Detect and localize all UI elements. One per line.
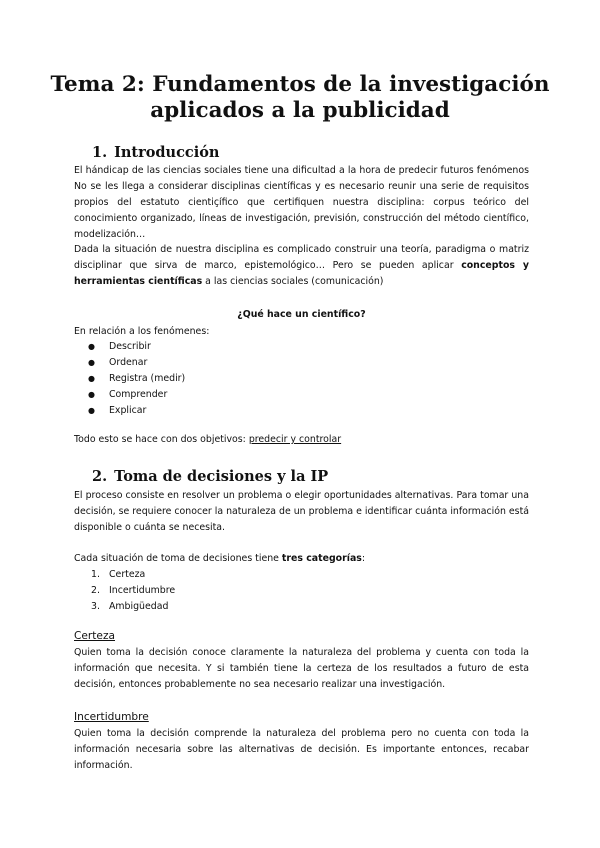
list-item [74, 355, 185, 371]
question-heading: ¿Qué hace un científico? [237, 309, 366, 320]
list-item [74, 583, 175, 599]
section-heading-text: Toma de decisiones y la IP [114, 468, 329, 485]
list-item-text: Certeza [109, 569, 146, 580]
list-item [74, 339, 185, 355]
certeza-paragraph: Quien toma la decisión conoce claramente la naturaleza del problema y cuenta con toda la información que necesita. Y si también tiene la certeza de los resultados a futuro de esta decisión, entonces probablemente no sea necesario realizar una investigación. [74, 647, 529, 691]
intro-paragraph-2-end: a las ciencias sociales (comunicación) [202, 276, 384, 288]
list-item-text: Registra (medir) [109, 373, 186, 385]
title-line-2: aplicados a la publicidad [150, 98, 450, 123]
decision-paragraph: El proceso consiste en resolver un problema o elegir oportunidades alternativas. Para tomar una decisión, se requiere conocer la naturaleza de un problema e identificar cuánta información está disponible o cuánta se necesita. [74, 490, 529, 534]
categories-colon: : [361, 553, 366, 564]
list-intro: En relación a los fenómenes: [74, 326, 210, 337]
categories-bold: tres categorías [281, 553, 362, 564]
certeza-heading: Certeza [74, 630, 115, 642]
list-item-text: Incertidumbre [109, 585, 176, 597]
incertidumbre-heading: Incertidumbre [74, 711, 149, 723]
categories-list [74, 567, 175, 615]
document-title [40, 72, 560, 124]
bullet-icon: ● [88, 374, 95, 384]
intro-paragraph-2-bold: conceptos y herramientas científicas [74, 260, 529, 288]
list-item-text: Explicar [109, 405, 147, 417]
phenomena-list [74, 339, 185, 419]
list-item-text: Comprender [109, 389, 168, 401]
list-item-text: Ordenar [109, 357, 148, 369]
list-item [74, 387, 185, 403]
bullet-icon: ● [88, 406, 95, 416]
intro-paragraph-2 [74, 242, 529, 290]
objectives-line [74, 432, 341, 448]
section-heading-introduccion [92, 144, 219, 161]
list-item [74, 403, 185, 419]
list-item [74, 371, 185, 387]
section-number: 1. [92, 144, 108, 161]
list-number: 3. [91, 601, 100, 613]
list-number: 2. [91, 585, 100, 597]
list-item [74, 567, 175, 583]
list-item [74, 599, 175, 615]
bullet-icon: ● [88, 358, 95, 368]
incertidumbre-paragraph: Quien toma la decisión comprende la naturaleza del problema pero no cuenta con toda la información necesaria sobre las alternativas de decisión. Es importante entonces, recabar información. [74, 728, 529, 772]
objectives-text: Todo esto se hace con dos objetivos: [74, 434, 249, 445]
section-number: 2. [92, 468, 108, 485]
bullet-icon: ● [88, 342, 95, 351]
section-heading-text: Introducción [114, 144, 220, 161]
title-line-1: Tema 2: Fundamentos de la investigación [50, 72, 550, 97]
categories-line [74, 551, 365, 567]
section-heading-toma-decisiones [92, 468, 328, 485]
bullet-icon: ● [88, 390, 95, 400]
list-number: 1. [91, 569, 100, 580]
intro-paragraph-2-text: Dada la situación de nuestra disciplina es complicado construir una teoría, paradigma o matriz disciplinar que sirva de marco, epistemológico… Pero se pueden aplicar [74, 244, 529, 272]
list-item-text: Ambigüedad [109, 601, 169, 613]
categories-text: Cada situación de toma de decisiones tiene [74, 553, 282, 564]
objectives-emphasis: predecir y controlar [248, 434, 342, 445]
intro-paragraph-1: El hándicap de las ciencias sociales tiene una dificultad a la hora de predecir futuros fenómenos No se les llega a considerar disciplinas científicas y es necesario reunir una serie de requisitos propios del estatuto cientiçífico que certifiquen nuestra disciplina: corpus teórico del conocimiento organizado, líneas de investigación, previsión, construcción del método científico, modelización… [74, 165, 529, 241]
list-item-text: Describir [109, 341, 151, 352]
